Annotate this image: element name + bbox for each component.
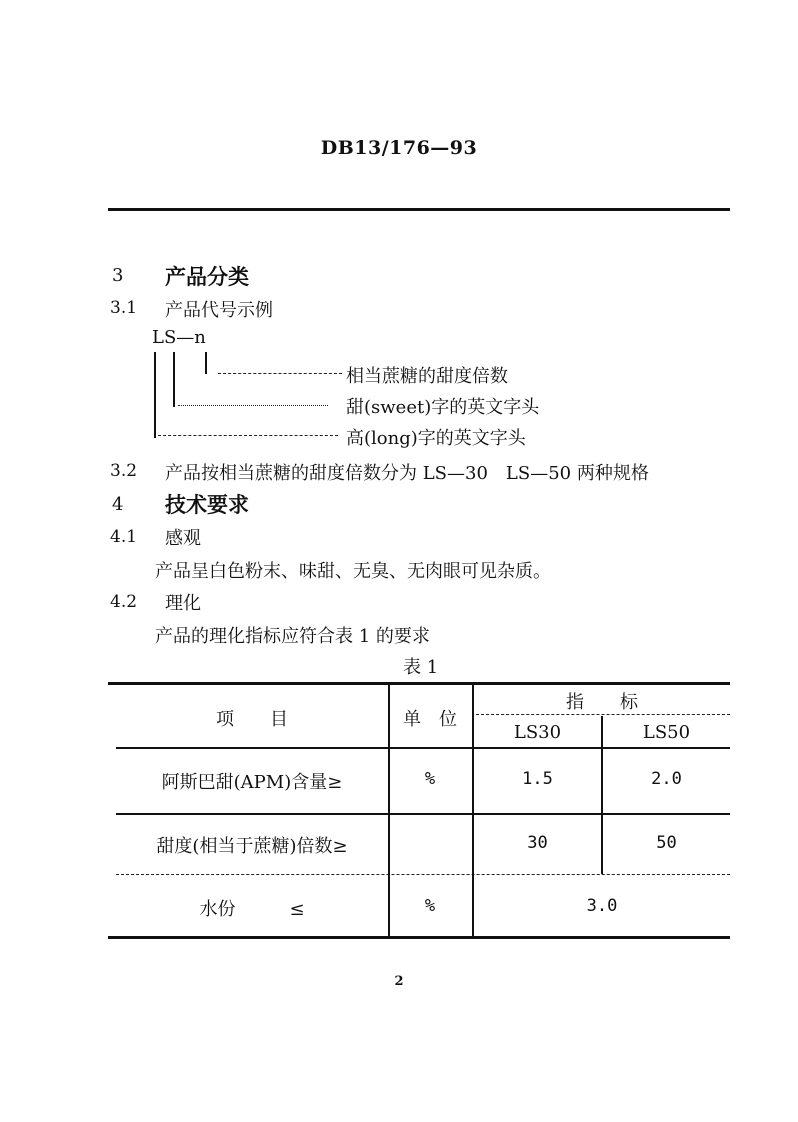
leader-line-long [158,435,338,436]
section-3-1-title: 产品代号示例 [165,300,273,321]
section-4-2-title: 理化 [165,593,201,614]
leader-line-sweet [178,405,328,406]
section-4-1-number: 4.1 [110,527,138,547]
row-sweetness-ls50: 50 [656,833,677,853]
document-code: DB13/176—93 [320,137,478,159]
row-sweetness-item: 甜度(相当于蔗糖)倍数≥ [156,836,348,857]
row-apm-ls30: 1.5 [522,769,553,789]
bracket-line-long [154,352,156,438]
row-apm-ls50: 2.0 [651,769,682,789]
section-3-2-number: 3.2 [110,461,138,481]
header-index: 指 标 [566,692,638,713]
table-header-rule [116,747,730,749]
table-index-subrule [476,714,730,715]
section-4-title: 技术要求 [165,492,249,517]
section-4-number: 4 [112,494,124,515]
row-moisture-value: 3.0 [586,896,618,916]
table-top-rule [108,682,730,685]
bracket-line-sweet [173,352,175,407]
header-unit: 单 位 [403,709,457,730]
annotation-multiple: 相当蔗糖的甜度倍数 [346,366,508,387]
row-moisture-unit: % [424,896,436,916]
table-caption: 表 1 [403,657,439,678]
row-apm-unit: % [424,769,436,789]
section-3-1-number: 3.1 [110,298,138,318]
annotation-long: 高(long)字的英文字头 [346,428,526,449]
table-bottom-rule [108,936,730,939]
section-3-number: 3 [112,265,124,286]
section-4-1-title: 感观 [165,528,201,549]
leader-line-multiple [218,373,342,374]
header-ls50: LS50 [642,722,691,743]
table-row-rule-2 [116,874,730,875]
annotation-sweet: 甜(sweet)字的英文字头 [346,397,540,418]
section-3-2-text: 产品按相当蔗糖的甜度倍数分为 LS—30 LS—50 两种规格 [165,463,649,484]
header-rule [108,208,730,211]
section-4-1-text: 产品呈白色粉末、味甜、无臭、无肉眼可见杂质。 [155,561,551,582]
header-ls30: LS30 [513,722,562,743]
row-sweetness-ls30: 30 [527,833,548,853]
row-apm-item: 阿斯巴甜(APM)含量≥ [161,772,343,793]
section-4-2-number: 4.2 [110,592,138,612]
section-3-title: 产品分类 [165,264,249,289]
page-number: 2 [394,974,404,989]
row-moisture-item: 水份 ≤ [199,899,305,920]
product-code: LS—n [152,327,206,348]
table-row-rule-1 [116,813,730,815]
bracket-line-multiple [205,352,207,374]
section-4-2-text: 产品的理化指标应符合表 1 的要求 [155,626,430,647]
header-item: 项 目 [216,709,288,730]
